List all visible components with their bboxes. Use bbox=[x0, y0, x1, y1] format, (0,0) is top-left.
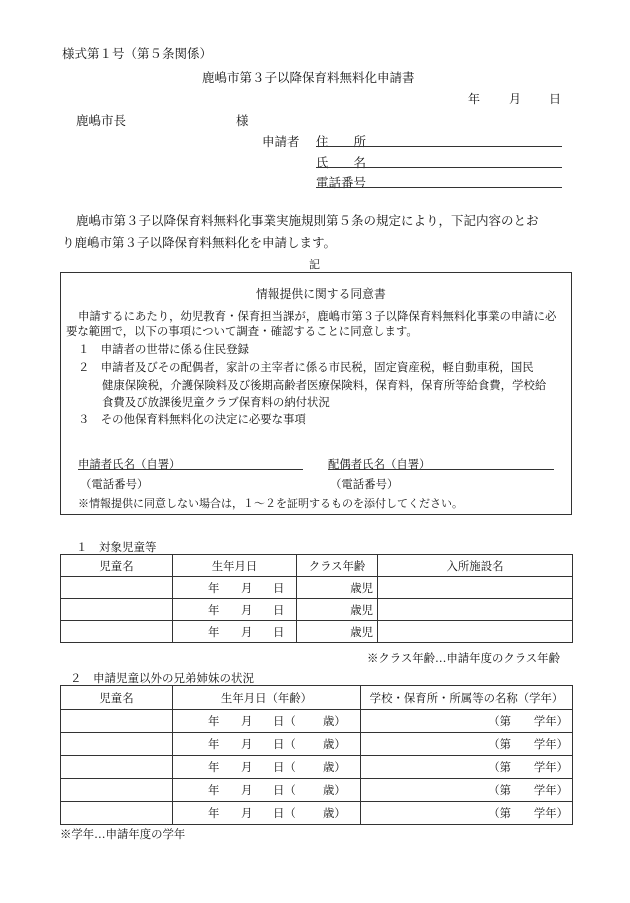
consent-item-2-line-3: 食費及び放課後児童クラブ保育料の納付状況 bbox=[102, 395, 330, 409]
table-row bbox=[61, 621, 573, 643]
page-title: 鹿嶋市第３子以降保育料無料化申請書 bbox=[202, 70, 415, 85]
table-row bbox=[61, 710, 573, 733]
consent-item-1: １ 申請者の世帯に係る住民登録 bbox=[78, 342, 249, 356]
s2-school-cell[interactable]: （第 学年） bbox=[361, 802, 573, 825]
s2-birthdate-cell[interactable] bbox=[173, 756, 361, 779]
year-label: 年 bbox=[208, 806, 220, 820]
consent-heading: 情報提供に関する同意書 bbox=[256, 287, 386, 301]
month-label: 月 bbox=[241, 760, 253, 774]
section2-note: ※学年…申請年度の学年 bbox=[60, 827, 186, 841]
age-label: 歳） bbox=[323, 760, 346, 774]
s1-facility-cell[interactable] bbox=[378, 599, 573, 621]
month-label: 月 bbox=[241, 602, 253, 617]
s1-header-facility: 入所施設名 bbox=[378, 555, 573, 577]
month-label: 月 bbox=[241, 714, 253, 728]
day-label: 日 bbox=[273, 602, 285, 617]
consent-item-2-line-2: 健康保険税，介護保険料及び後期高齢者医療保険料，保育料，保育所等給食費，学校給 bbox=[102, 378, 547, 392]
consent-box bbox=[60, 272, 572, 515]
s2-birthdate-cell[interactable] bbox=[173, 779, 361, 802]
s1-birthdate-cell[interactable] bbox=[173, 621, 297, 643]
s2-birthdate-cell[interactable] bbox=[173, 802, 361, 825]
day-label: 日（ bbox=[273, 737, 296, 751]
year-label: 年 bbox=[208, 760, 220, 774]
addressee-name: 鹿嶋市長 bbox=[76, 113, 127, 128]
s2-header-birthdate-age: 生年月日（年齢） bbox=[173, 686, 361, 710]
day-label: 日（ bbox=[273, 760, 296, 774]
s1-class-age-cell[interactable]: 歳児 bbox=[297, 621, 378, 643]
intro-line-1: 鹿嶋市第３子以降保育料無料化事業実施規則第５条の規定により，下記内容のとお bbox=[76, 213, 539, 228]
s1-birthdate-cell[interactable] bbox=[173, 599, 297, 621]
applicant-label: 申請者 bbox=[262, 134, 300, 149]
applicant-address-label: 住 所 bbox=[316, 134, 367, 149]
applicant-phone-line[interactable] bbox=[316, 187, 562, 188]
section1-table bbox=[60, 554, 573, 643]
s1-child-name-cell[interactable] bbox=[61, 621, 173, 643]
applicant-name-label: 氏 名 bbox=[316, 155, 367, 170]
spouse-signature-line[interactable] bbox=[328, 469, 554, 470]
spouse-signature-label: 配偶者氏名（自署） bbox=[328, 457, 431, 471]
s2-child-name-cell[interactable] bbox=[61, 802, 173, 825]
consent-note: ※情報提供に同意しない場合は，１～２を証明するものを添付してください。 bbox=[78, 497, 463, 510]
table-row bbox=[61, 733, 573, 756]
table-row bbox=[61, 577, 573, 599]
year-label: 年 bbox=[208, 737, 220, 751]
year-label: 年 bbox=[208, 783, 220, 797]
age-label: 歳） bbox=[323, 806, 346, 820]
year-label: 年 bbox=[208, 580, 220, 595]
s2-child-name-cell[interactable] bbox=[61, 733, 173, 756]
consent-item-3: ３ その他保育料無料化の決定に必要な事項 bbox=[78, 412, 306, 426]
spouse-phone-sign-label: （電話番号） bbox=[330, 477, 399, 491]
applicant-signature-line[interactable] bbox=[78, 469, 303, 470]
applicant-name-line[interactable] bbox=[316, 167, 562, 168]
s1-birthdate-cell[interactable] bbox=[173, 577, 297, 599]
day-label: 日（ bbox=[273, 714, 296, 728]
form-number: 様式第１号（第５条関係） bbox=[62, 46, 213, 61]
month-label: 月 bbox=[241, 783, 253, 797]
consent-para-1: 申請するにあたり，幼児教育・保育担当課が，鹿嶋市第３子以降保育料無料化事業の申請に必 bbox=[78, 309, 557, 323]
date-year-label: 年 bbox=[468, 92, 481, 106]
section2-table bbox=[60, 685, 573, 825]
s2-child-name-cell[interactable] bbox=[61, 756, 173, 779]
table-row bbox=[61, 802, 573, 825]
month-label: 月 bbox=[241, 806, 253, 820]
applicant-phone-label: 電話番号 bbox=[316, 175, 367, 190]
age-label: 歳） bbox=[323, 737, 346, 751]
ki-label: 記 bbox=[309, 258, 320, 271]
age-label: 歳） bbox=[323, 714, 346, 728]
s2-school-cell[interactable]: （第 学年） bbox=[361, 779, 573, 802]
date-month-label: 月 bbox=[509, 92, 522, 106]
section1-note: ※クラス年齢…申請年度のクラス年齢 bbox=[367, 651, 560, 665]
s1-class-age-cell[interactable]: 歳児 bbox=[297, 599, 378, 621]
s2-birthdate-cell[interactable] bbox=[173, 733, 361, 756]
s1-header-birthdate: 生年月日 bbox=[173, 555, 297, 577]
year-label: 年 bbox=[208, 624, 220, 639]
intro-line-2: り鹿嶋市第３子以降保育料無料化を申請します。 bbox=[62, 235, 337, 250]
s1-facility-cell[interactable] bbox=[378, 577, 573, 599]
s2-header-school: 学校・保育所・所属等の名称（学年） bbox=[361, 686, 573, 710]
consent-item-2-line-1: ２ 申請者及びその配偶者，家計の主宰者に係る市民税，固定資産税，軽自動車税，国民 bbox=[78, 360, 534, 374]
s2-school-cell[interactable]: （第 学年） bbox=[361, 710, 573, 733]
date-day-label: 日 bbox=[549, 92, 562, 106]
section2-title: ２ 申請児童以外の兄弟姉妹の状況 bbox=[70, 671, 254, 685]
s1-header-class-age: クラス年齢 bbox=[297, 555, 378, 577]
table-row bbox=[61, 756, 573, 779]
applicant-phone-sign-label: （電話番号） bbox=[80, 477, 149, 491]
s2-header-name: 児童名 bbox=[61, 686, 173, 710]
s2-school-cell[interactable]: （第 学年） bbox=[361, 733, 573, 756]
month-label: 月 bbox=[241, 580, 253, 595]
month-label: 月 bbox=[241, 737, 253, 751]
day-label: 日 bbox=[273, 624, 285, 639]
table-row bbox=[61, 599, 573, 621]
applicant-address-line[interactable] bbox=[316, 146, 562, 147]
year-label: 年 bbox=[208, 602, 220, 617]
day-label: 日（ bbox=[273, 806, 296, 820]
addressee-honorific: 様 bbox=[236, 113, 249, 128]
year-label: 年 bbox=[208, 714, 220, 728]
table-row bbox=[61, 779, 573, 802]
s1-header-name: 児童名 bbox=[61, 555, 173, 577]
s2-school-cell[interactable]: （第 学年） bbox=[361, 756, 573, 779]
applicant-signature-label: 申請者氏名（自署） bbox=[78, 457, 181, 471]
s1-class-age-cell[interactable]: 歳児 bbox=[297, 577, 378, 599]
s2-birthdate-cell[interactable] bbox=[173, 710, 361, 733]
age-label: 歳） bbox=[323, 783, 346, 797]
s1-facility-cell[interactable] bbox=[378, 621, 573, 643]
s2-child-name-cell[interactable] bbox=[61, 710, 173, 733]
s2-child-name-cell[interactable] bbox=[61, 779, 173, 802]
s1-child-name-cell[interactable] bbox=[61, 599, 173, 621]
consent-para-2: 要な範囲で，以下の事項について調査・確認することに同意します。 bbox=[66, 324, 418, 338]
s1-child-name-cell[interactable] bbox=[61, 577, 173, 599]
day-label: 日（ bbox=[273, 783, 296, 797]
day-label: 日 bbox=[273, 580, 285, 595]
month-label: 月 bbox=[241, 624, 253, 639]
section1-title: １ 対象児童等 bbox=[76, 540, 157, 554]
